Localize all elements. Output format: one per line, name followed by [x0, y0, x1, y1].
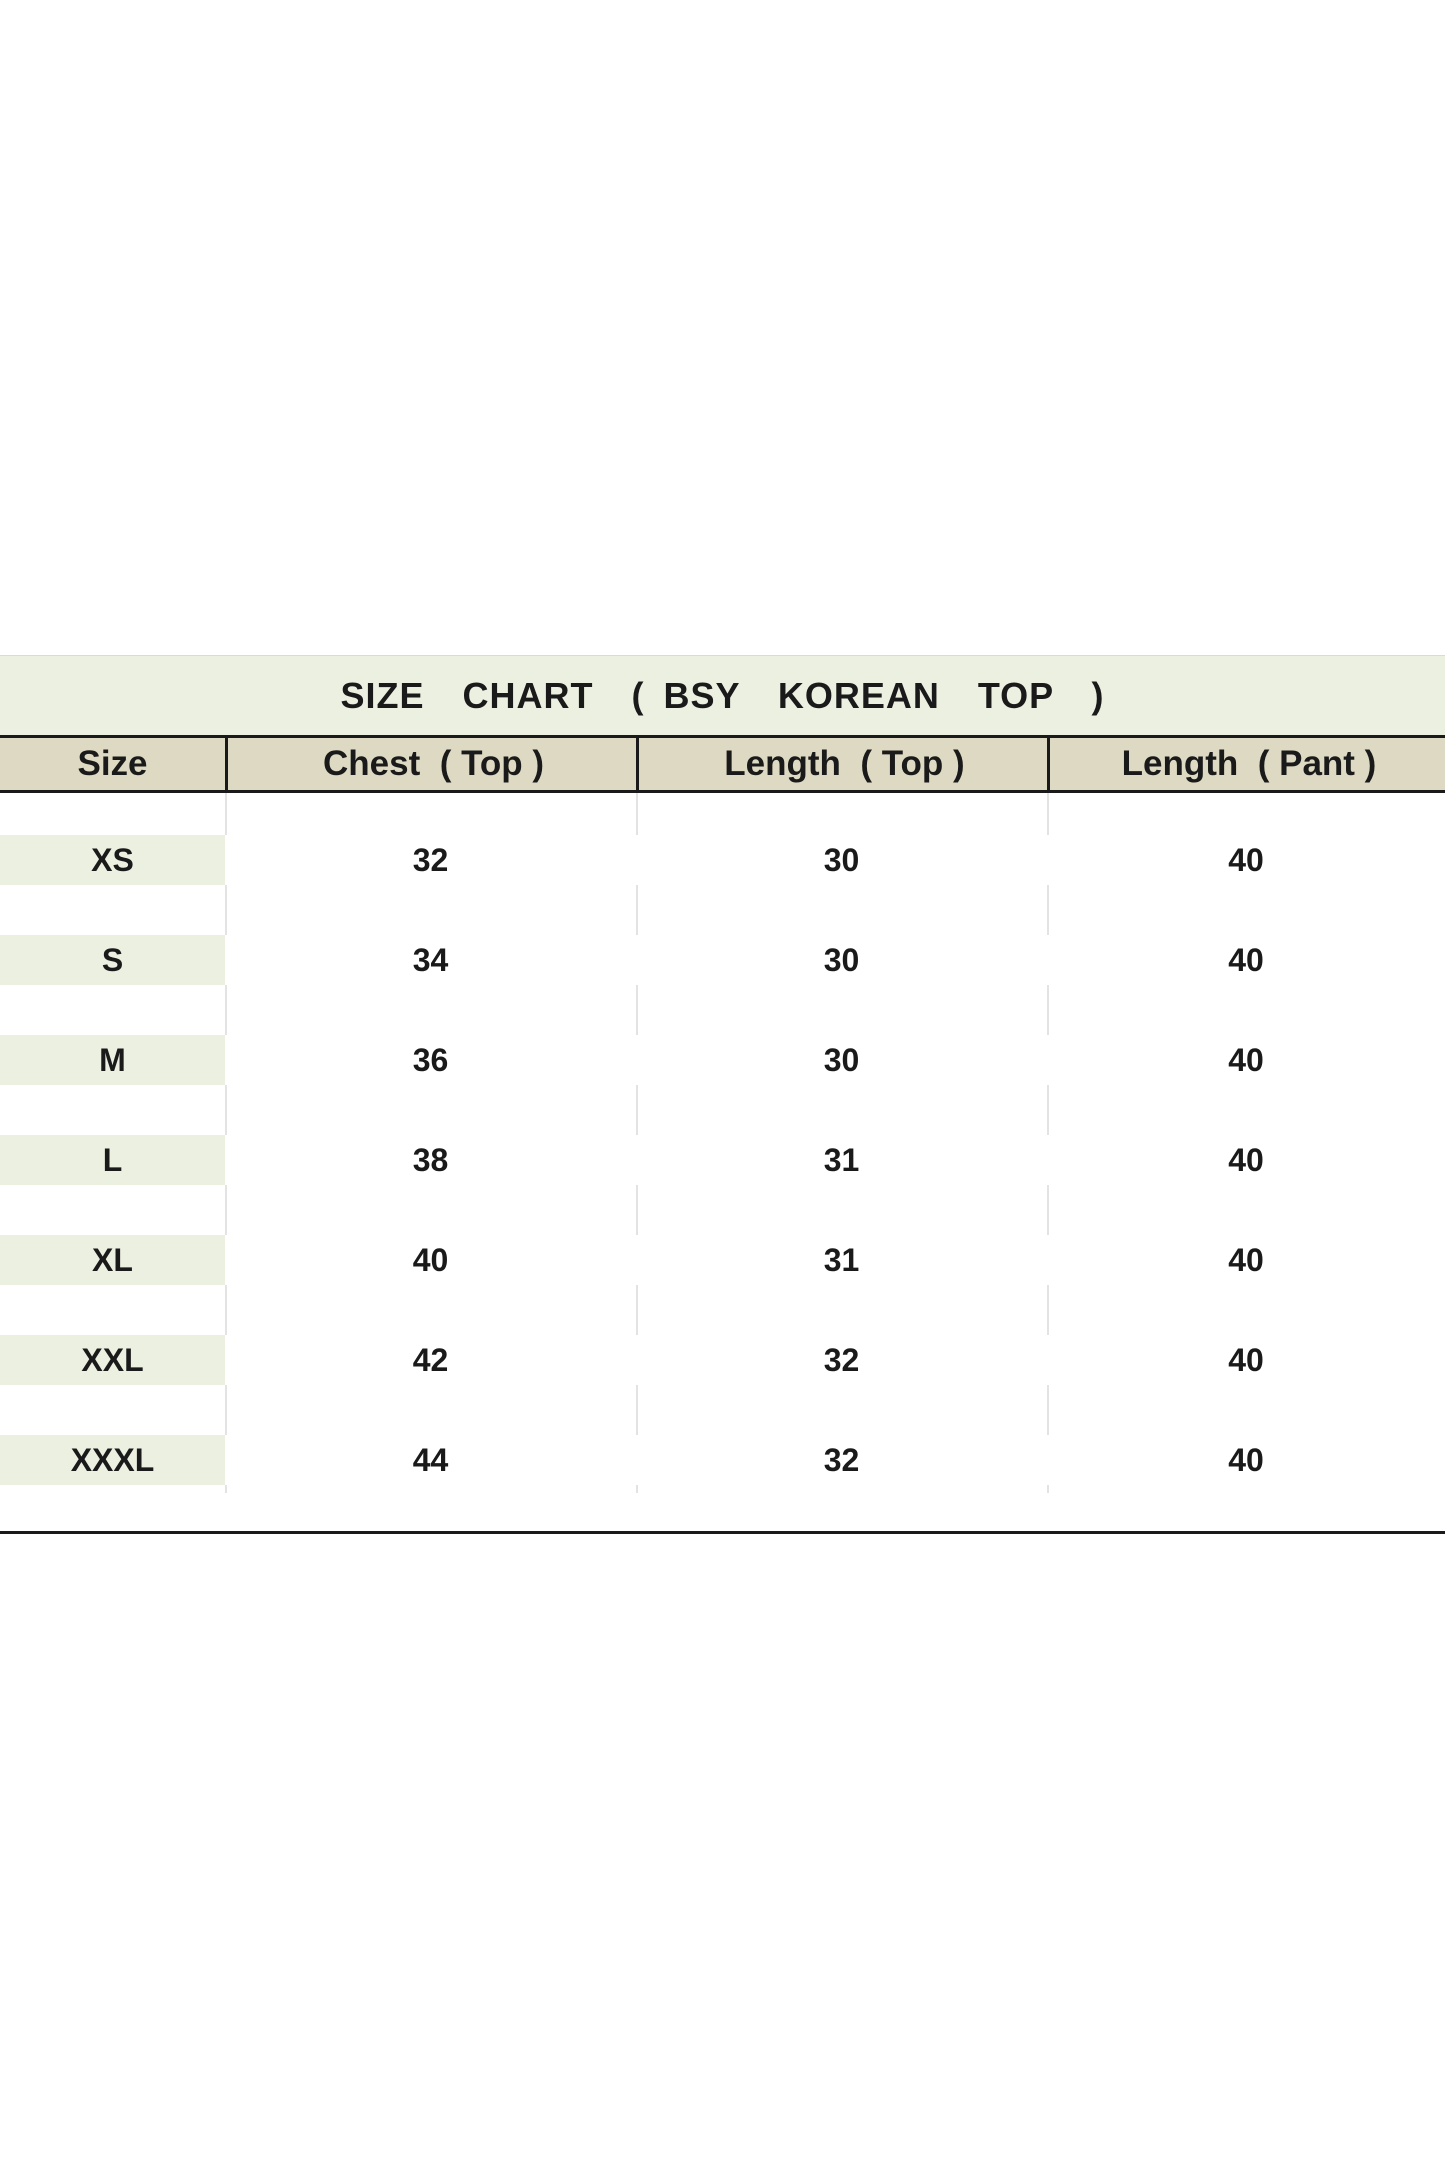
length-top-cell: 30 — [636, 835, 1047, 885]
table-row — [0, 1135, 1445, 1185]
length-top-cell: 32 — [636, 1435, 1047, 1485]
length-pant-cell: 40 — [1047, 835, 1445, 885]
chest-cell: 40 — [225, 1235, 636, 1285]
table-title: SIZE CHART ( BSY KOREAN TOP ) — [0, 655, 1445, 736]
table-header-row — [0, 735, 1445, 793]
column-header-size: Size — [77, 744, 148, 783]
size-chart-table — [0, 655, 1445, 1535]
length-top-cell: 31 — [636, 1235, 1047, 1285]
chest-cell: 32 — [225, 835, 636, 885]
size-cell: M — [0, 1035, 225, 1085]
column-header-length-pant: Length ( Pant ) — [1047, 738, 1445, 790]
length-pant-cell: 40 — [1047, 1035, 1445, 1085]
size-cell: XXL — [0, 1335, 225, 1385]
column-header-chest-top: Chest ( Top ) — [225, 738, 639, 790]
size-cell: XS — [0, 835, 225, 885]
length-pant-cell: 40 — [1047, 1335, 1445, 1385]
length-top-cell: 32 — [636, 1335, 1047, 1385]
length-pant-cell: 40 — [1047, 1435, 1445, 1485]
table-row — [0, 1335, 1445, 1385]
size-cell: XL — [0, 1235, 225, 1285]
chest-cell: 44 — [225, 1435, 636, 1485]
length-pant-cell: 40 — [1047, 1235, 1445, 1285]
length-top-cell: 31 — [636, 1135, 1047, 1185]
table-row — [0, 935, 1445, 985]
chest-cell: 42 — [225, 1335, 636, 1385]
table-row — [0, 1435, 1445, 1485]
column-header-length-top: Length ( Top ) — [636, 738, 1050, 790]
table-row — [0, 1035, 1445, 1085]
length-pant-cell: 40 — [1047, 1135, 1445, 1185]
chest-cell: 34 — [225, 935, 636, 985]
table-row — [0, 835, 1445, 885]
length-top-cell: 30 — [636, 935, 1047, 985]
size-cell: S — [0, 935, 225, 985]
table-row — [0, 1235, 1445, 1285]
size-cell: L — [0, 1135, 225, 1185]
table-bottom-border — [0, 1531, 1445, 1534]
chest-cell: 38 — [225, 1135, 636, 1185]
length-top-cell: 30 — [636, 1035, 1047, 1085]
chest-cell: 36 — [225, 1035, 636, 1085]
length-pant-cell: 40 — [1047, 935, 1445, 985]
size-cell: XXXL — [0, 1435, 225, 1485]
